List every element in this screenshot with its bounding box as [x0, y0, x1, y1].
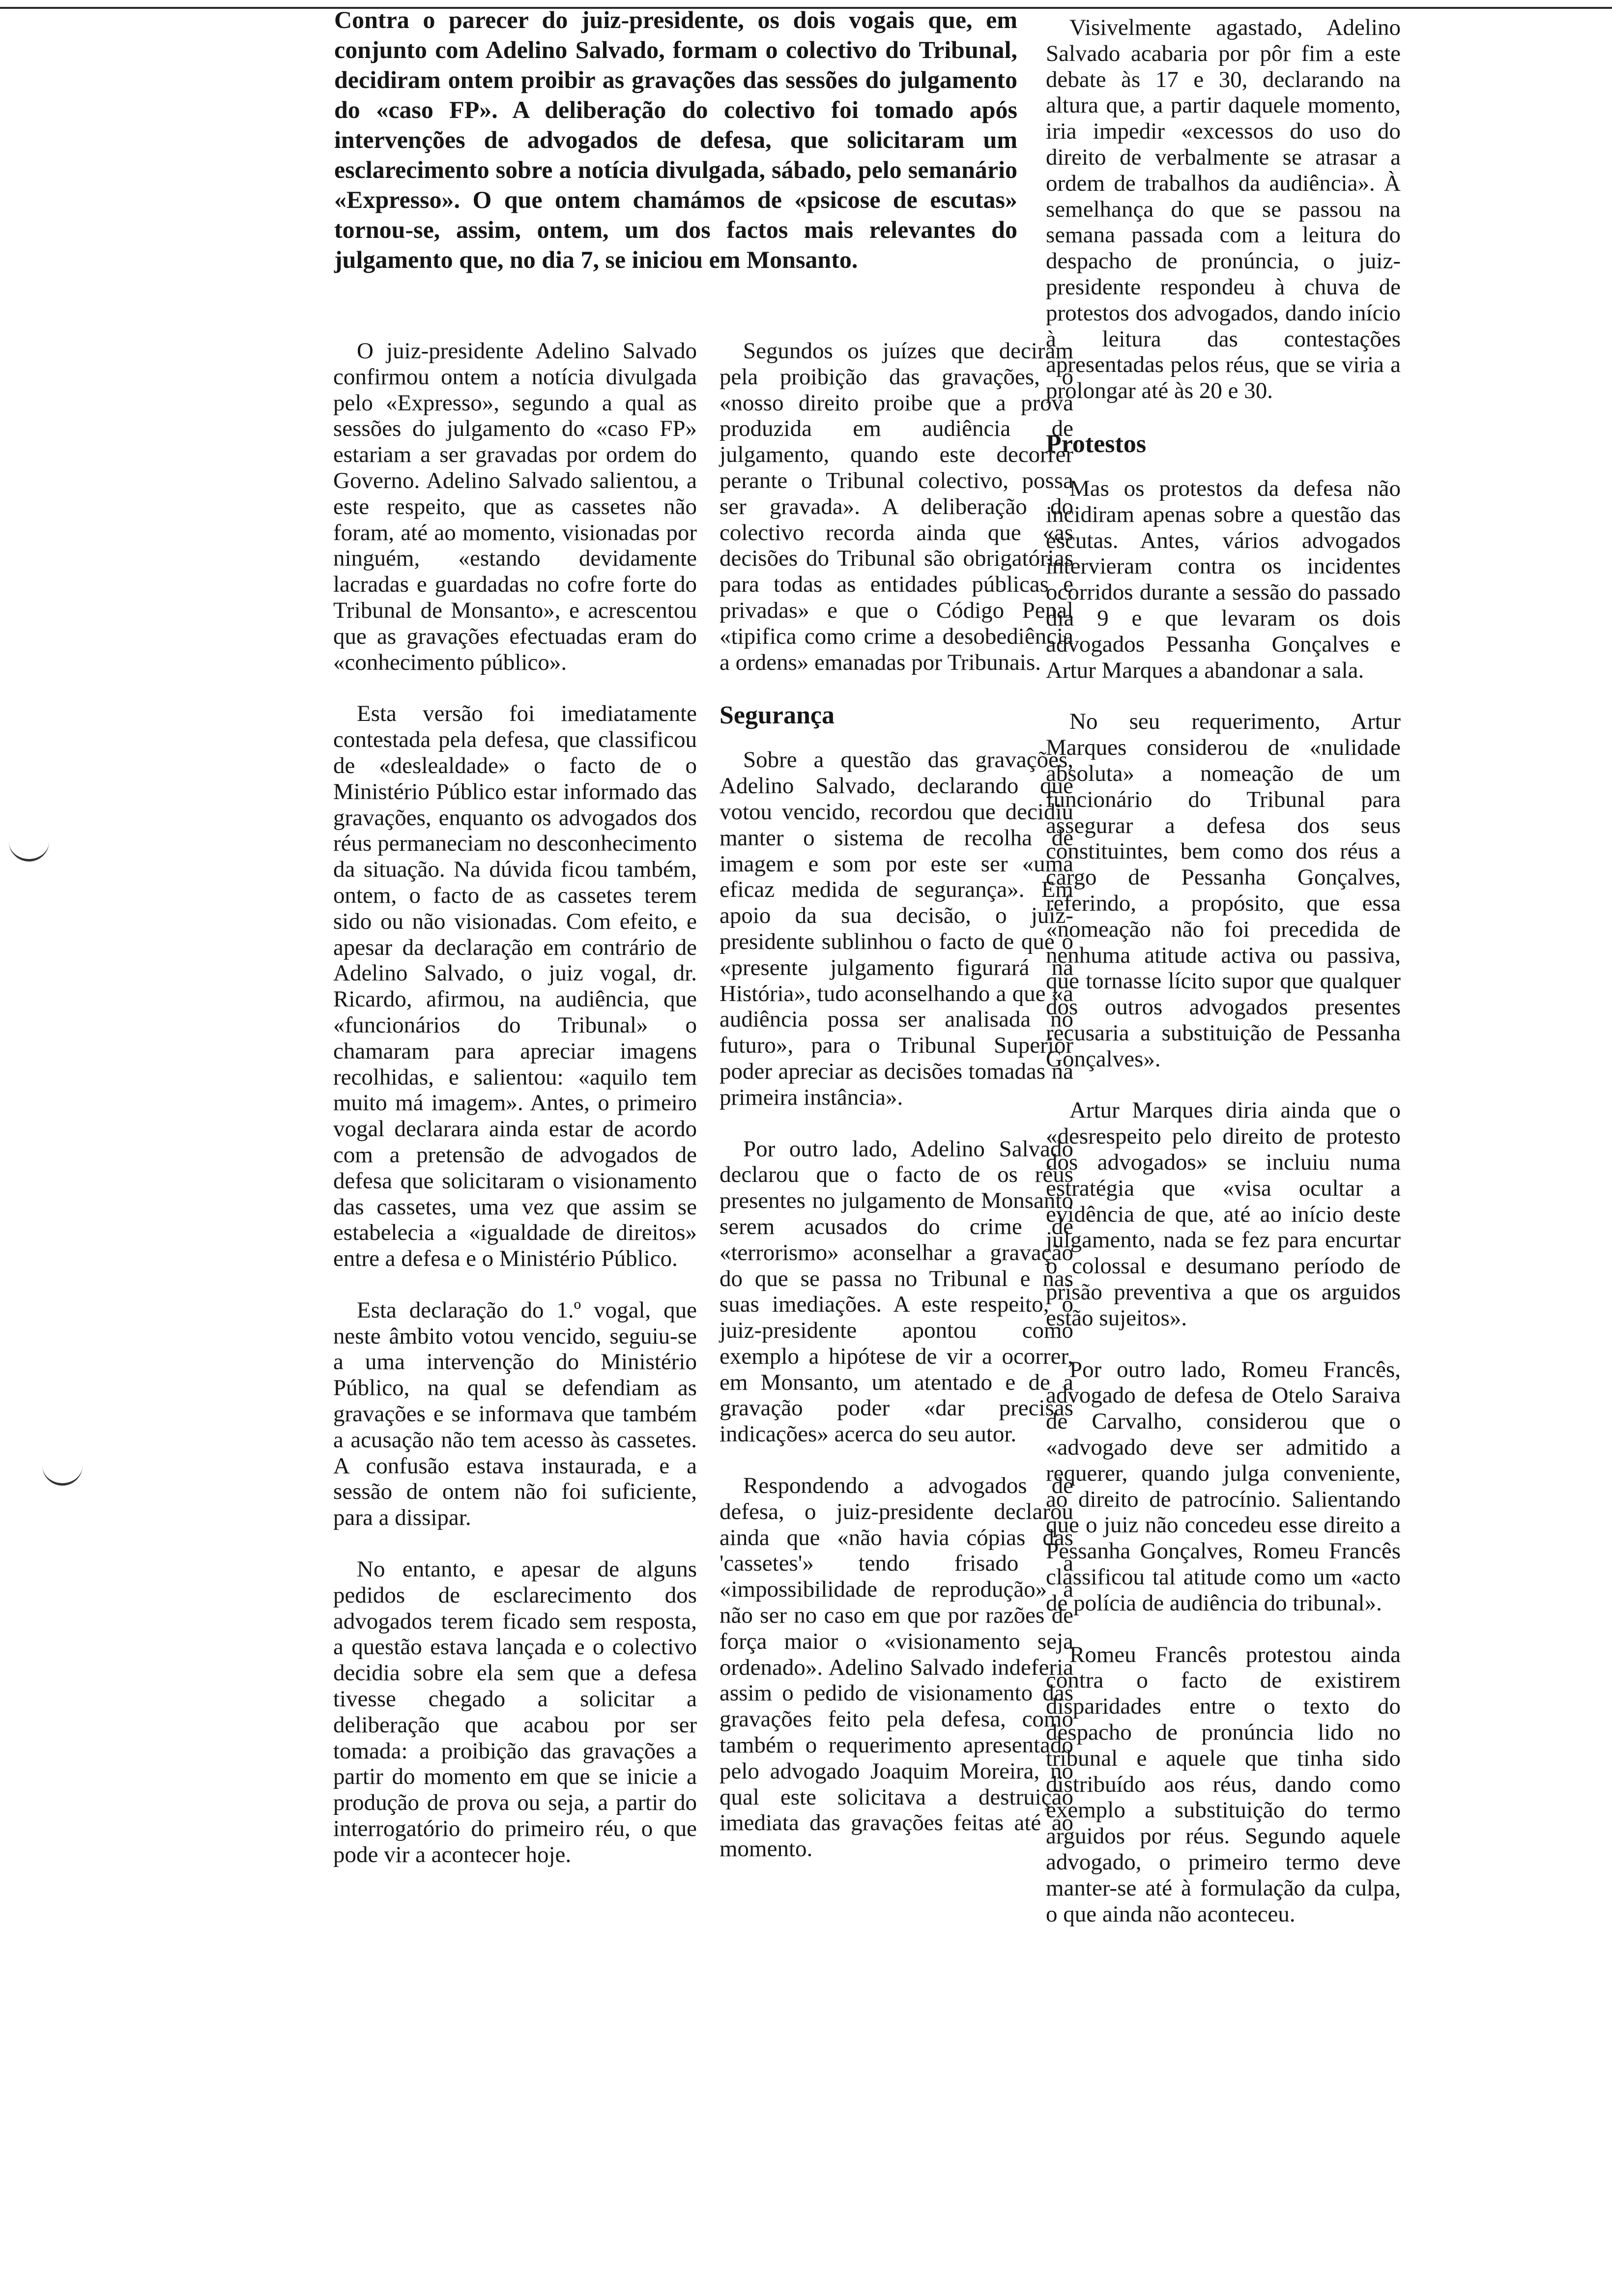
paragraph: Mas os protestos da defesa não incidiram apenas sobre a questão das escutas. Antes, vários advogados intervieram contra os incidentes ocorridos durante a sessão do passado dia 9 e que levaram os dois advogados Pessanha Gonçalves e Artur Marques a abandonar a sala. — [1046, 475, 1401, 683]
punch-hole-mark — [9, 839, 49, 861]
paragraph: Romeu Francês protestou ainda contra o facto de existirem disparidades entre o texto do despacho de pronúncia lido no tribunal e aquele que tinha sido distribuído aos réus, dando como exemplo a substituição do termo arguidos por réus. Segundo aquele advogado, o primeiro termo deve manter-se até à formulação da culpa, o que ainda não aconteceu. — [1046, 1641, 1401, 1927]
paragraph: No entanto, e apesar de alguns pedidos de esclarecimento dos advogados terem ficado sem resposta, a questão estava lançada e o colectivo decidia sobre ela sem que a defesa tivesse chegado a solicitar a deliberação que acabou por ser tomada: a proibição das gravações a partir do momento em que se inicie a produção de prova ou seja, a partir do interrogatório do primeiro réu, o que pode vir a acontecer hoje. — [333, 1556, 697, 1867]
paragraph: Segundos os juízes que deciram pela proibição das gravações, o «nosso direito proibe que a prova produzida em audiência de julgamento, quando este decorrer perante o Tribunal colectivo, possa ser gravada». A deliberação do colectivo recorda ainda que «as decisões do Tribunal são obrigatórias para todas as entidades públicas e privadas» e que o Código Penal «tipifica como crime a desobediência a ordens» emanadas por Tribunais. — [720, 338, 1073, 675]
paragraph: Respondendo a advogados de defesa, o juiz-presidente declarou ainda que «não havia cópias das 'cassetes'» tendo frisado a «impossibilidade de reprodução» a não ser no caso em que por razões de força maior o «visionamento seja ordenado». Adelino Salvado indeferia assim o pedido de visionamento das gravações feito pela defesa, como também o requerimento apresentado pelo advogado Joaquim Moreira, no qual este solicitava a destruição imediata das gravações feitas até ao momento. — [720, 1473, 1073, 1862]
paragraph: Artur Marques diria ainda que o «desrespeito pelo direito de protesto dos advogados» se incluiu numa estratégia que «visa ocultar a evidência de que, até ao início deste julgamento, nada se fez para encurtar o colossal e desumano período de prisão preventiva a que os arguidos estão sujeitos». — [1046, 1097, 1401, 1331]
paragraph: Esta versão foi imediatamente contestada pela defesa, que classificou de «deslealdade» o facto de o Ministério Público estar informado das gravações, enquanto os advogados dos réus permaneciam no desconhecimento da situação. Na dúvida ficou também, ontem, o facto de as cassetes terem sido ou não visionadas. Com efeito, e apesar da declaração em contrário de Adelino Salvado, o juiz vogal, dr. Ricardo, afirmou, na audiência, que «funcionários do Tribunal» o chamaram para apreciar imagens recolhidas, e salientou: «aquilo tem muito má imagem». Antes, o primeiro vogal declarara ainda estar de acordo com a pretensão de advogados de defesa que solicitaram o visionamento das cassetes, uma vez que assim se estabelecia a «igualdade de direitos» entre a defesa e o Ministério Público. — [333, 701, 697, 1272]
article-column-1 — [333, 338, 697, 1868]
paragraph: Visivelmente agastado, Adelino Salvado acabaria por pôr fim a este debate às 17 e 30, declarando na altura que, a partir daquele momento, iria impedir «excessos do uso do direito de verbalmente se atrasar a ordem de trabalhos da audiência». À semelhança do que se passou na semana passada com a leitura do despacho de pronúncia, o juiz-presidente respondeu à chuva de protestos dos advogados, dando início à leitura das contestações apresentadas pelos réus, que se viria a prolongar até às 20 e 30. — [1046, 15, 1401, 404]
section-heading-protestos: Protestos — [1046, 430, 1147, 458]
punch-hole-mark — [42, 1464, 83, 1486]
section-heading-seguranca: Segurança — [720, 701, 835, 730]
paragraph: Sobre a questão das gravações, Adelino Salvado, declarando que votou vencido, recordou que decidiu manter o sistema de recolha de imagem e som por este ser «uma eficaz medida de segurança». Em apoio da sua decisão, o juiz-presidente sublinhou o facto de que o «presente julgamento figurará na História», tudo aconselhando a que «a audiência possa ser analisada no futuro», para o Tribunal Superior poder apreciar as decisões tomadas na primeira instância». — [720, 747, 1073, 1110]
article-column-3 — [1046, 15, 1401, 1927]
paragraph: O juiz-presidente Adelino Salvado confirmou ontem a notícia divulgada pelo «Expresso», segundo a qual as sessões do julgamento do «caso FP» estariam a ser gravadas por ordem do Governo. Adelino Salvado salientou, a este respeito, que as cassetes não foram, até ao momento, visionadas por ninguém, «estando devidamente lacradas e guardadas no cofre forte do Tribunal de Monsanto», e acrescentou que as gravações efectuadas eram do «conhecimento público». — [333, 338, 697, 675]
paragraph: Esta declaração do 1.º vogal, que neste âmbito votou vencido, seguiu-se a uma intervenção do Ministério Público, na qual se defendiam as gravações e se informava que também a acusação não tem acesso às cassetes. A confusão estava instaurada, e a sessão de ontem não foi suficiente, para a dissipar. — [333, 1297, 697, 1531]
article-column-2 — [720, 338, 1073, 1862]
lead-paragraph: Contra o parecer do juiz-presidente, os dois vogais que, em conjunto com Adelino Salvado, formam o colectivo do Tribunal, decidiram ontem proibir as gravações das sessões do julgamento do «caso FP». A deliberação do colectivo foi tomado após intervenções de advogados de defesa, que solicitaram um esclarecimento sobre a notícia divulgada, sábado, pelo semanário «Expresso». O que ontem chamámos de «psicose de escutas» tornou-se, assim, ontem, um dos factos mais relevantes do julgamento que, no dia 7, se iniciou em Monsanto. — [334, 6, 1017, 273]
paragraph: Por outro lado, Adelino Salvado declarou que o facto de os réus presentes no julgamento de Monsanto serem acusados do crime de «terrorismo» aconselhar a gravação do que se passa no Tribunal e nas suas imediações. A este respeito, o juiz-presidente apontou como exemplo a hipótese de vir a ocorrer, em Monsanto, um atentado e de a gravação poder «dar precisas indicações» acerca do seu autor. — [720, 1136, 1073, 1447]
paragraph: No seu requerimento, Artur Marques considerou de «nulidade absoluta» a nomeação de um funcionário do Tribunal para assegurar a defesa dos seus constituintes, bem como dos réus a cargo de Pessanha Gonçalves, referindo, a propósito, que essa «nomeação não foi precedida de nenhuma atitude activa ou passiva, que tornasse lícito supor que qualquer dos outros advogados presentes recusaria a substituição de Pessanha Gonçalves». — [1046, 709, 1401, 1072]
paragraph: Por outro lado, Romeu Francês, advogado de defesa de Otelo Saraiva de Carvalho, considerou que o «advogado deve ser admitido a requerer, quando julga conveniente, ao direito de patrocínio. Salientando que o juiz não concedeu esse direito a Pessanha Gonçalves, Romeu Francês classificou tal atitude como um «acto de polícia de audiência do tribunal». — [1046, 1356, 1401, 1616]
